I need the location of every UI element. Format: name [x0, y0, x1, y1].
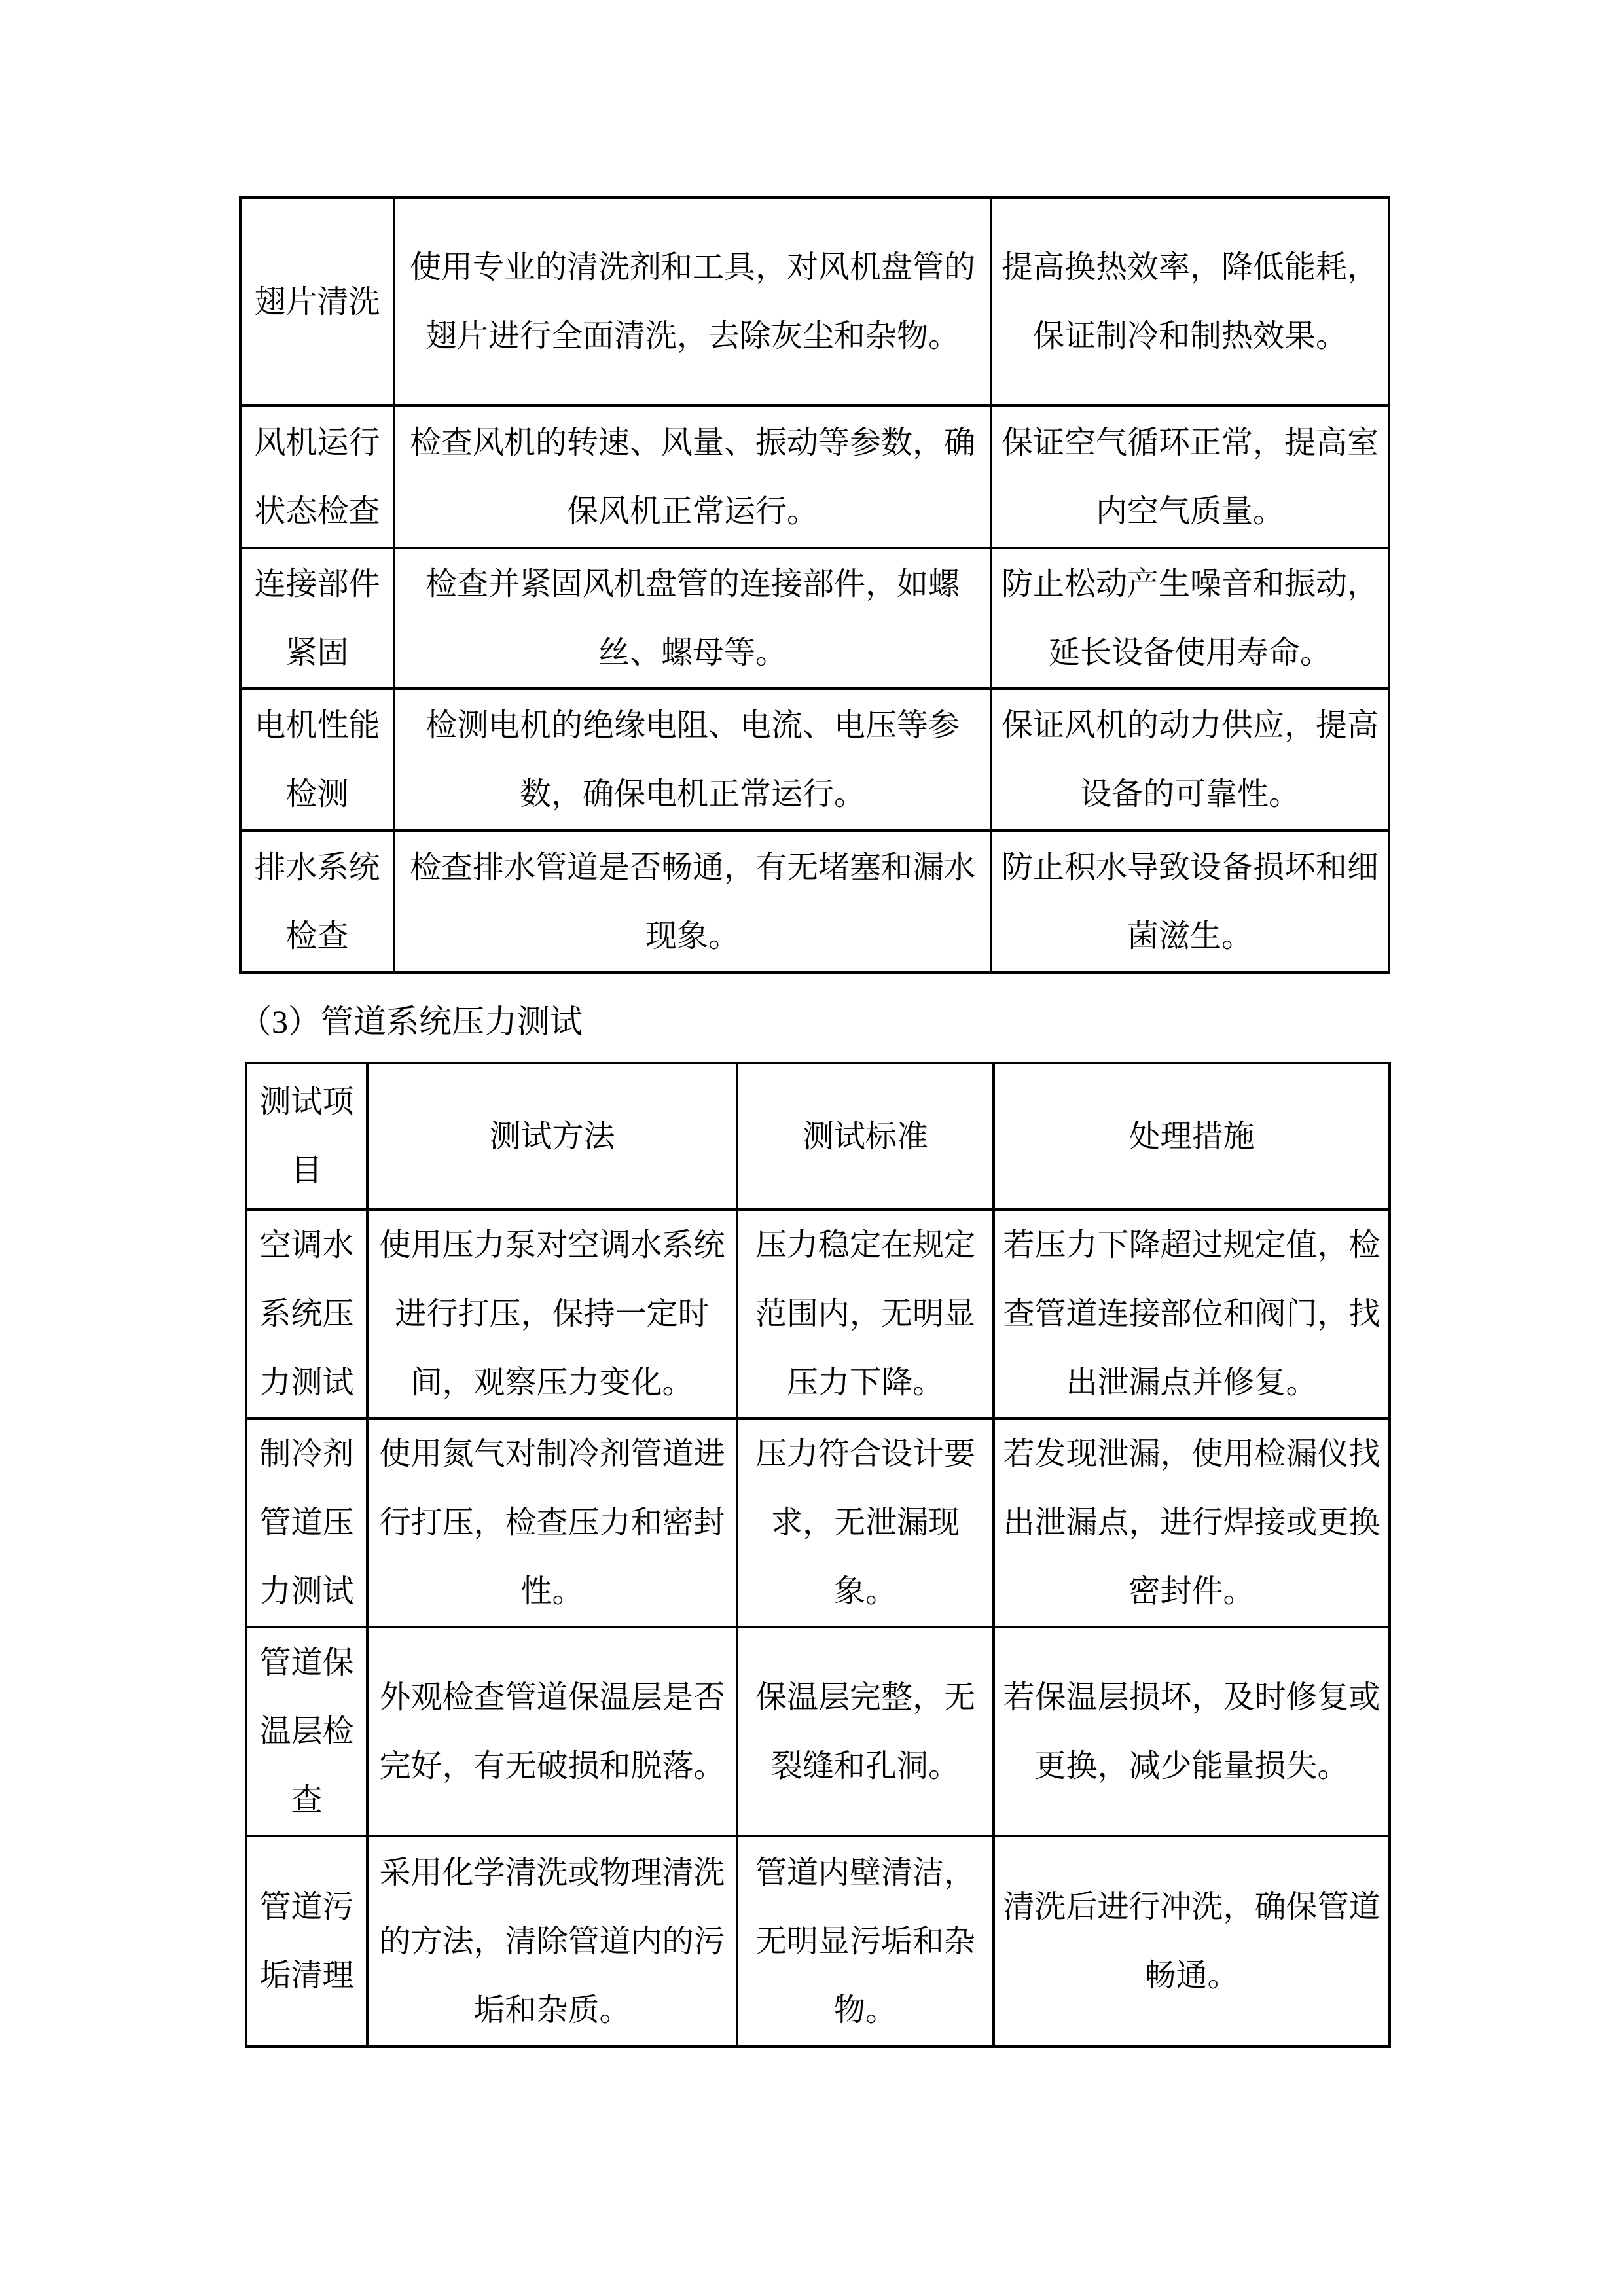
fan-coil-maintenance-table: [239, 196, 1390, 974]
table-header-row: [246, 1063, 1390, 1210]
pipe-pressure-test-table: [245, 1062, 1391, 2048]
table-row: [240, 548, 1389, 689]
test-method-cell: 使用氮气对制冷剂管道进行打压，检查压力和密封性。: [367, 1418, 737, 1627]
maintenance-item-cell: 电机性能检测: [240, 689, 394, 831]
table-row: [240, 831, 1389, 973]
maintenance-method-cell: 检查排水管道是否畅通，有无堵塞和漏水现象。: [394, 831, 991, 973]
table-row: [246, 1418, 1390, 1627]
table-row: [246, 1836, 1390, 2047]
maintenance-method-cell: 检测电机的绝缘电阻、电流、电压等参数，确保电机正常运行。: [394, 689, 991, 831]
test-action-cell: 若压力下降超过规定值，检查管道连接部位和阀门，找出泄漏点并修复。: [994, 1210, 1390, 1418]
maintenance-purpose-cell: 防止松动产生噪音和振动，延长设备使用寿命。: [991, 548, 1389, 689]
test-standard-cell: 管道内壁清洁，无明显污垢和杂物。: [737, 1836, 994, 2047]
test-standard-cell: 压力符合设计要求，无泄漏现象。: [737, 1418, 994, 1627]
maintenance-item-cell: 翅片清洗: [240, 198, 394, 406]
table-row: [240, 198, 1389, 406]
column-header-test-standard: 测试标准: [737, 1063, 994, 1210]
test-action-cell: 若发现泄漏，使用检漏仪找出泄漏点，进行焊接或更换密封件。: [994, 1418, 1390, 1627]
maintenance-purpose-cell: 保证空气循环正常，提高室内空气质量。: [991, 406, 1389, 548]
maintenance-method-cell: 检查风机的转速、风量、振动等参数，确保风机正常运行。: [394, 406, 991, 548]
maintenance-method-cell: 检查并紧固风机盘管的连接部件，如螺丝、螺母等。: [394, 548, 991, 689]
maintenance-purpose-cell: 保证风机的动力供应，提高设备的可靠性。: [991, 689, 1389, 831]
test-item-cell: 管道污垢清理: [246, 1836, 367, 2047]
test-method-cell: 外观检查管道保温层是否完好，有无破损和脱落。: [367, 1627, 737, 1836]
test-standard-cell: 保温层完整，无裂缝和孔洞。: [737, 1627, 994, 1836]
table-row: [246, 1210, 1390, 1418]
maintenance-item-cell: 风机运行状态检查: [240, 406, 394, 548]
test-action-cell: 清洗后进行冲洗，确保管道畅通。: [994, 1836, 1390, 2047]
section-heading: （3）管道系统压力测试: [239, 1003, 583, 1040]
test-method-cell: 使用压力泵对空调水系统进行打压，保持一定时间，观察压力变化。: [367, 1210, 737, 1418]
maintenance-method-cell: 使用专业的清洗剂和工具，对风机盘管的翅片进行全面清洗，去除灰尘和杂物。: [394, 198, 991, 406]
column-header-test-action: 处理措施: [994, 1063, 1390, 1210]
maintenance-item-cell: 排水系统检查: [240, 831, 394, 973]
column-header-test-item: 测试项目: [246, 1063, 367, 1210]
maintenance-purpose-cell: 提高换热效率，降低能耗，保证制冷和制热效果。: [991, 198, 1389, 406]
test-standard-cell: 压力稳定在规定范围内，无明显压力下降。: [737, 1210, 994, 1418]
maintenance-item-cell: 连接部件紧固: [240, 548, 394, 689]
table-row: [240, 406, 1389, 548]
test-action-cell: 若保温层损坏，及时修复或更换，减少能量损失。: [994, 1627, 1390, 1836]
test-item-cell: 管道保温层检查: [246, 1627, 367, 1836]
test-method-cell: 采用化学清洗或物理清洗的方法，清除管道内的污垢和杂质。: [367, 1836, 737, 2047]
test-item-cell: 空调水系统压力测试: [246, 1210, 367, 1418]
table-row: [240, 689, 1389, 831]
table-row: [246, 1627, 1390, 1836]
column-header-test-method: 测试方法: [367, 1063, 737, 1210]
maintenance-purpose-cell: 防止积水导致设备损坏和细菌滋生。: [991, 831, 1389, 973]
test-item-cell: 制冷剂管道压力测试: [246, 1418, 367, 1627]
